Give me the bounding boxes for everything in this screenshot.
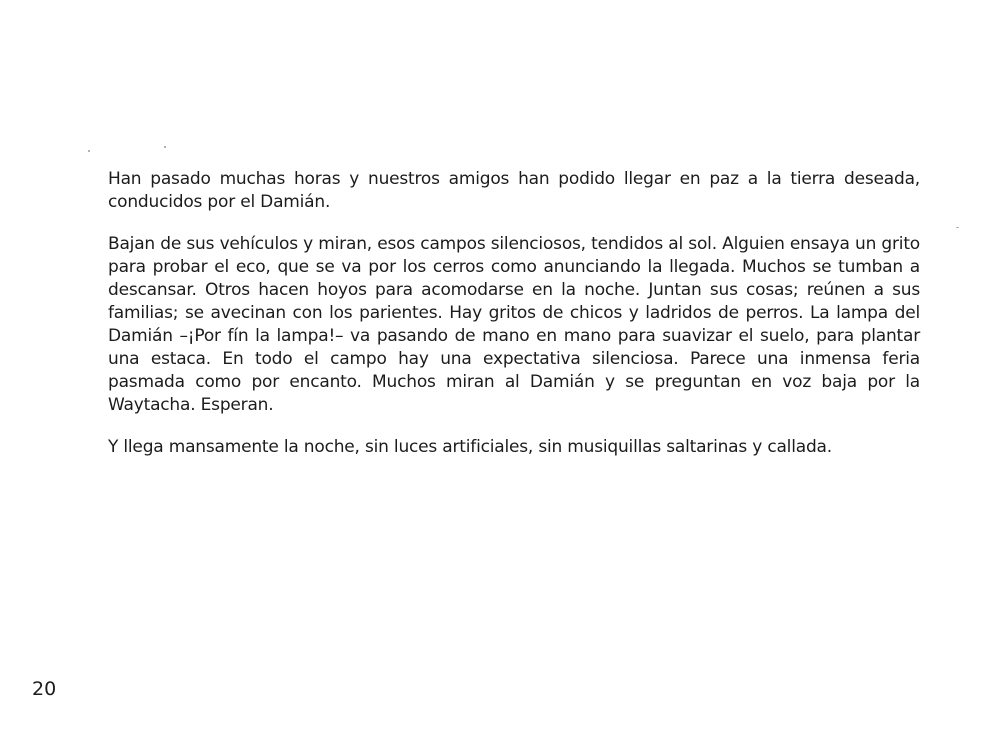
- print-speck: [88, 150, 90, 152]
- print-speck: [164, 146, 166, 148]
- print-speck: [956, 227, 959, 228]
- page-number: 20: [32, 678, 57, 700]
- body-text: [108, 168, 920, 459]
- paragraph-arrival: Han pasado muchas horas y nuestros amigos han podido llegar en paz a la tierra deseada, conducidos por el Damián.: [108, 169, 920, 212]
- paragraph-settling: Bajan de sus vehículos y miran, esos campos silenciosos, tendidos al sol. Alguien ensaya un grito para probar el eco, que se va por los cerros como anunciando la llegada. Muchos se tumban a descansar. Otros hacen hoyos para acomodarse en la noche. Juntan sus cosas; reúnen a sus familias; se avecinan con los parientes. Hay gritos de chicos y ladridos de perros. La lampa del Damián –¡Por fín la lampa!– va pasando de mano en mano para suavizar el suelo, para plantar una estaca. En todo el campo hay una expectativa silenciosa. Parece una inmensa feria pasmada como por encanto. Muchos miran al Damián y se preguntan en voz baja por la Waytacha. Esperan.: [108, 234, 920, 415]
- paragraph-night: Y llega mansamente la noche, sin luces artificiales, sin musiquillas saltarinas y callada.: [108, 437, 832, 457]
